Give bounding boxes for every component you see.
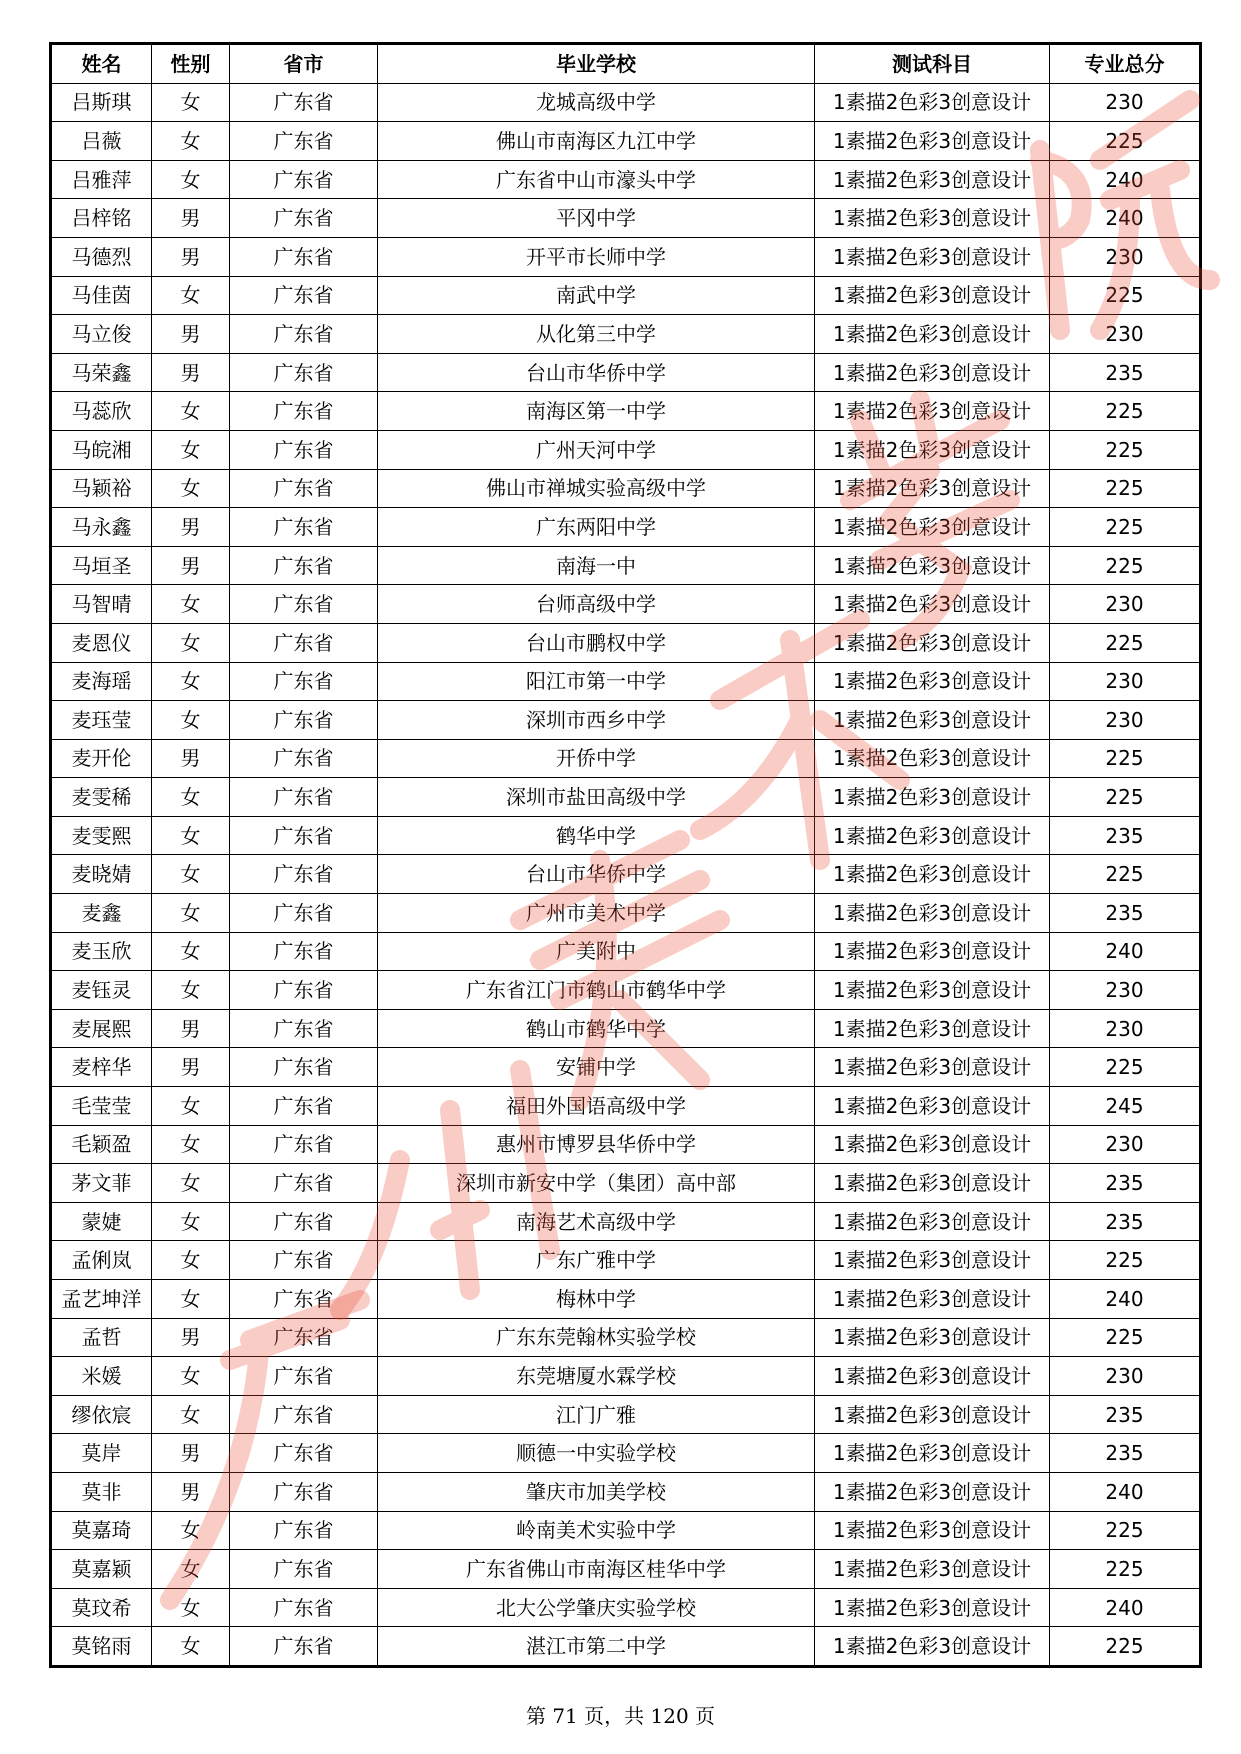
subjects-cell: 1素描2色彩3创意设计 (815, 662, 1050, 701)
table-row (51, 1048, 1201, 1087)
gender-cell: 女 (152, 932, 230, 971)
subjects-cell: 1素描2色彩3创意设计 (815, 199, 1050, 238)
province-cell: 广东省 (230, 237, 378, 276)
name-cell: 吕斯琪 (51, 83, 152, 122)
name-cell: 莫玟希 (51, 1588, 152, 1627)
school-cell: 安铺中学 (378, 1048, 815, 1087)
province-cell: 广东省 (230, 1280, 378, 1319)
total-score-cell: 230 (1050, 1357, 1201, 1396)
gender-cell: 男 (152, 1318, 230, 1357)
subjects-cell: 1素描2色彩3创意设计 (815, 1395, 1050, 1434)
name-cell: 孟俐岚 (51, 1241, 152, 1280)
results-table (49, 42, 1202, 1668)
subjects-cell: 1素描2色彩3创意设计 (815, 1087, 1050, 1126)
school-cell: 福田外国语高级中学 (378, 1087, 815, 1126)
table-row (51, 1125, 1201, 1164)
province-cell: 广东省 (230, 1125, 378, 1164)
column-header-school: 毕业学校 (378, 44, 815, 84)
name-cell: 马德烈 (51, 237, 152, 276)
gender-cell: 女 (152, 1280, 230, 1319)
province-cell: 广东省 (230, 701, 378, 740)
school-cell: 开平市长师中学 (378, 237, 815, 276)
name-cell: 孟哲 (51, 1318, 152, 1357)
table-row (51, 546, 1201, 585)
table-row (51, 353, 1201, 392)
gender-cell: 女 (152, 623, 230, 662)
subjects-cell: 1素描2色彩3创意设计 (815, 1357, 1050, 1396)
school-cell: 从化第三中学 (378, 315, 815, 354)
total-score-cell: 225 (1050, 623, 1201, 662)
total-score-cell: 230 (1050, 971, 1201, 1010)
total-score-cell: 240 (1050, 160, 1201, 199)
total-score-cell: 235 (1050, 1434, 1201, 1473)
total-score-cell: 225 (1050, 469, 1201, 508)
table-row (51, 469, 1201, 508)
province-cell: 广东省 (230, 508, 378, 547)
province-cell: 广东省 (230, 778, 378, 817)
subjects-cell: 1素描2色彩3创意设计 (815, 1241, 1050, 1280)
province-cell: 广东省 (230, 160, 378, 199)
gender-cell: 女 (152, 662, 230, 701)
name-cell: 马颖裕 (51, 469, 152, 508)
province-cell: 广东省 (230, 894, 378, 933)
gender-cell: 女 (152, 83, 230, 122)
school-cell: 岭南美术实验中学 (378, 1511, 815, 1550)
total-score-cell: 230 (1050, 585, 1201, 624)
province-cell: 广东省 (230, 1434, 378, 1473)
name-cell: 麦鑫 (51, 894, 152, 933)
table-row (51, 1395, 1201, 1434)
subjects-cell: 1素描2色彩3创意设计 (815, 1318, 1050, 1357)
gender-cell: 女 (152, 585, 230, 624)
column-header-name: 姓名 (51, 44, 152, 84)
table-row (51, 122, 1201, 161)
gender-cell: 女 (152, 701, 230, 740)
gender-cell: 女 (152, 1511, 230, 1550)
column-header-subjects: 测试科目 (815, 44, 1050, 84)
gender-cell: 女 (152, 392, 230, 431)
name-cell: 莫嘉颖 (51, 1550, 152, 1589)
table-row (51, 392, 1201, 431)
gender-cell: 女 (152, 160, 230, 199)
school-cell: 广东省佛山市南海区桂华中学 (378, 1550, 815, 1589)
gender-cell: 女 (152, 1395, 230, 1434)
school-cell: 广东两阳中学 (378, 508, 815, 547)
subjects-cell: 1素描2色彩3创意设计 (815, 122, 1050, 161)
name-cell: 莫岸 (51, 1434, 152, 1473)
subjects-cell: 1素描2色彩3创意设计 (815, 392, 1050, 431)
school-cell: 广州市美术中学 (378, 894, 815, 933)
gender-cell: 男 (152, 508, 230, 547)
total-score-cell: 230 (1050, 315, 1201, 354)
province-cell: 广东省 (230, 276, 378, 315)
table-row (51, 1241, 1201, 1280)
gender-cell: 男 (152, 1048, 230, 1087)
table-row (51, 701, 1201, 740)
total-score-cell: 230 (1050, 701, 1201, 740)
school-cell: 江门广雅 (378, 1395, 815, 1434)
province-cell: 广东省 (230, 1009, 378, 1048)
province-cell: 广东省 (230, 1472, 378, 1511)
subjects-cell: 1素描2色彩3创意设计 (815, 971, 1050, 1010)
total-score-cell: 240 (1050, 932, 1201, 971)
province-cell: 广东省 (230, 353, 378, 392)
name-cell: 孟艺坤洋 (51, 1280, 152, 1319)
page-footer: 第 71 页，共 120 页 (525, 1704, 716, 1728)
subjects-cell: 1素描2色彩3创意设计 (815, 1511, 1050, 1550)
province-cell: 广东省 (230, 430, 378, 469)
table-row (51, 816, 1201, 855)
school-cell: 广州天河中学 (378, 430, 815, 469)
total-score-cell: 230 (1050, 1125, 1201, 1164)
name-cell: 莫非 (51, 1472, 152, 1511)
subjects-cell: 1素描2色彩3创意设计 (815, 546, 1050, 585)
school-cell: 鹤华中学 (378, 816, 815, 855)
name-cell: 蒙婕 (51, 1202, 152, 1241)
province-cell: 广东省 (230, 1241, 378, 1280)
table-row (51, 199, 1201, 238)
total-score-cell: 235 (1050, 816, 1201, 855)
gender-cell: 女 (152, 430, 230, 469)
gender-cell: 女 (152, 816, 230, 855)
school-cell: 阳江市第一中学 (378, 662, 815, 701)
gender-cell: 女 (152, 1550, 230, 1589)
total-score-cell: 225 (1050, 392, 1201, 431)
table-row (51, 1202, 1201, 1241)
gender-cell: 男 (152, 1434, 230, 1473)
subjects-cell: 1素描2色彩3创意设计 (815, 160, 1050, 199)
subjects-cell: 1素描2色彩3创意设计 (815, 623, 1050, 662)
table-row (51, 1164, 1201, 1203)
school-cell: 顺德一中实验学校 (378, 1434, 815, 1473)
total-score-cell: 225 (1050, 1511, 1201, 1550)
name-cell: 麦开伦 (51, 739, 152, 778)
subjects-cell: 1素描2色彩3创意设计 (815, 1164, 1050, 1203)
school-cell: 广东广雅中学 (378, 1241, 815, 1280)
subjects-cell: 1素描2色彩3创意设计 (815, 1627, 1050, 1667)
school-cell: 平冈中学 (378, 199, 815, 238)
subjects-cell: 1素描2色彩3创意设计 (815, 1009, 1050, 1048)
table-row (51, 1550, 1201, 1589)
total-score-cell: 225 (1050, 1048, 1201, 1087)
column-header-gender: 性别 (152, 44, 230, 84)
gender-cell: 男 (152, 739, 230, 778)
name-cell: 麦恩仪 (51, 623, 152, 662)
school-cell: 台师高级中学 (378, 585, 815, 624)
school-cell: 东莞塘厦水霖学校 (378, 1357, 815, 1396)
total-score-cell: 225 (1050, 122, 1201, 161)
subjects-cell: 1素描2色彩3创意设计 (815, 430, 1050, 469)
school-cell: 鹤山市鹤华中学 (378, 1009, 815, 1048)
table-row (51, 1009, 1201, 1048)
table-row (51, 1280, 1201, 1319)
gender-cell: 女 (152, 1588, 230, 1627)
table-row (51, 83, 1201, 122)
table-row (51, 971, 1201, 1010)
table-header-row (51, 44, 1201, 84)
total-score-cell: 225 (1050, 1241, 1201, 1280)
province-cell: 广东省 (230, 199, 378, 238)
name-cell: 缪依宸 (51, 1395, 152, 1434)
school-cell: 深圳市盐田高级中学 (378, 778, 815, 817)
school-cell: 惠州市博罗县华侨中学 (378, 1125, 815, 1164)
school-cell: 北大公学肇庆实验学校 (378, 1588, 815, 1627)
province-cell: 广东省 (230, 1164, 378, 1203)
school-cell: 台山市华侨中学 (378, 353, 815, 392)
table-row (51, 1511, 1201, 1550)
province-cell: 广东省 (230, 122, 378, 161)
total-score-cell: 230 (1050, 1009, 1201, 1048)
gender-cell: 女 (152, 1627, 230, 1667)
total-score-cell: 225 (1050, 276, 1201, 315)
school-cell: 台山市鹏权中学 (378, 623, 815, 662)
school-cell: 广东省江门市鹤山市鹤华中学 (378, 971, 815, 1010)
subjects-cell: 1素描2色彩3创意设计 (815, 1434, 1050, 1473)
name-cell: 马永鑫 (51, 508, 152, 547)
name-cell: 莫铭雨 (51, 1627, 152, 1667)
total-score-cell: 230 (1050, 662, 1201, 701)
province-cell: 广东省 (230, 1627, 378, 1667)
subjects-cell: 1素描2色彩3创意设计 (815, 816, 1050, 855)
table-row (51, 1472, 1201, 1511)
gender-cell: 男 (152, 199, 230, 238)
gender-cell: 女 (152, 855, 230, 894)
gender-cell: 男 (152, 315, 230, 354)
total-score-cell: 240 (1050, 1588, 1201, 1627)
name-cell: 马荣鑫 (51, 353, 152, 392)
table-row (51, 739, 1201, 778)
subjects-cell: 1素描2色彩3创意设计 (815, 508, 1050, 547)
name-cell: 麦钰灵 (51, 971, 152, 1010)
school-cell: 广美附中 (378, 932, 815, 971)
table-row (51, 430, 1201, 469)
province-cell: 广东省 (230, 1395, 378, 1434)
table-row (51, 315, 1201, 354)
subjects-cell: 1素描2色彩3创意设计 (815, 739, 1050, 778)
subjects-cell: 1素描2色彩3创意设计 (815, 83, 1050, 122)
subjects-cell: 1素描2色彩3创意设计 (815, 778, 1050, 817)
total-score-cell: 225 (1050, 1318, 1201, 1357)
table-row (51, 276, 1201, 315)
table-row (51, 778, 1201, 817)
province-cell: 广东省 (230, 1087, 378, 1126)
name-cell: 毛莹莹 (51, 1087, 152, 1126)
name-cell: 马智晴 (51, 585, 152, 624)
name-cell: 吕梓铭 (51, 199, 152, 238)
subjects-cell: 1素描2色彩3创意设计 (815, 237, 1050, 276)
table-row (51, 1588, 1201, 1627)
province-cell: 广东省 (230, 932, 378, 971)
table-row (51, 160, 1201, 199)
subjects-cell: 1素描2色彩3创意设计 (815, 1550, 1050, 1589)
total-score-cell: 235 (1050, 1202, 1201, 1241)
school-cell: 台山市华侨中学 (378, 855, 815, 894)
province-cell: 广东省 (230, 83, 378, 122)
total-score-cell: 225 (1050, 739, 1201, 778)
name-cell: 麦雯稀 (51, 778, 152, 817)
province-cell: 广东省 (230, 1588, 378, 1627)
subjects-cell: 1素描2色彩3创意设计 (815, 585, 1050, 624)
gender-cell: 女 (152, 122, 230, 161)
school-cell: 南海一中 (378, 546, 815, 585)
province-cell: 广东省 (230, 816, 378, 855)
province-cell: 广东省 (230, 1202, 378, 1241)
total-score-cell: 225 (1050, 508, 1201, 547)
subjects-cell: 1素描2色彩3创意设计 (815, 701, 1050, 740)
gender-cell: 男 (152, 237, 230, 276)
school-cell: 龙城高级中学 (378, 83, 815, 122)
total-score-cell: 235 (1050, 894, 1201, 933)
table-row (51, 855, 1201, 894)
table-row (51, 585, 1201, 624)
table-row (51, 662, 1201, 701)
name-cell: 马佳茵 (51, 276, 152, 315)
province-cell: 广东省 (230, 662, 378, 701)
school-cell: 肇庆市加美学校 (378, 1472, 815, 1511)
province-cell: 广东省 (230, 623, 378, 662)
subjects-cell: 1素描2色彩3创意设计 (815, 469, 1050, 508)
province-cell: 广东省 (230, 392, 378, 431)
gender-cell: 女 (152, 894, 230, 933)
gender-cell: 女 (152, 1087, 230, 1126)
province-cell: 广东省 (230, 546, 378, 585)
gender-cell: 女 (152, 276, 230, 315)
gender-cell: 男 (152, 1472, 230, 1511)
school-cell: 深圳市新安中学（集团）高中部 (378, 1164, 815, 1203)
school-cell: 深圳市西乡中学 (378, 701, 815, 740)
province-cell: 广东省 (230, 1511, 378, 1550)
table-row (51, 237, 1201, 276)
school-cell: 湛江市第二中学 (378, 1627, 815, 1667)
province-cell: 广东省 (230, 739, 378, 778)
total-score-cell: 230 (1050, 237, 1201, 276)
table-row (51, 623, 1201, 662)
total-score-cell: 225 (1050, 546, 1201, 585)
total-score-cell: 235 (1050, 1164, 1201, 1203)
table-row (51, 932, 1201, 971)
total-score-cell: 225 (1050, 778, 1201, 817)
province-cell: 广东省 (230, 1357, 378, 1396)
table-row (51, 508, 1201, 547)
subjects-cell: 1素描2色彩3创意设计 (815, 353, 1050, 392)
school-cell: 广东东莞翰林实验学校 (378, 1318, 815, 1357)
subjects-cell: 1素描2色彩3创意设计 (815, 1202, 1050, 1241)
name-cell: 麦展熙 (51, 1009, 152, 1048)
table-row (51, 1434, 1201, 1473)
school-cell: 广东省中山市濠头中学 (378, 160, 815, 199)
school-cell: 南武中学 (378, 276, 815, 315)
name-cell: 麦雯熙 (51, 816, 152, 855)
name-cell: 米媛 (51, 1357, 152, 1396)
total-score-cell: 240 (1050, 1280, 1201, 1319)
name-cell: 茅文菲 (51, 1164, 152, 1203)
gender-cell: 女 (152, 469, 230, 508)
province-cell: 广东省 (230, 855, 378, 894)
total-score-cell: 225 (1050, 855, 1201, 894)
province-cell: 广东省 (230, 315, 378, 354)
table-row (51, 1627, 1201, 1667)
table-row (51, 1087, 1201, 1126)
province-cell: 广东省 (230, 469, 378, 508)
total-score-cell: 225 (1050, 1550, 1201, 1589)
subjects-cell: 1素描2色彩3创意设计 (815, 1472, 1050, 1511)
name-cell: 马蕊欣 (51, 392, 152, 431)
gender-cell: 女 (152, 1164, 230, 1203)
province-cell: 广东省 (230, 1048, 378, 1087)
name-cell: 莫嘉琦 (51, 1511, 152, 1550)
total-score-cell: 230 (1050, 83, 1201, 122)
subjects-cell: 1素描2色彩3创意设计 (815, 932, 1050, 971)
gender-cell: 女 (152, 1202, 230, 1241)
province-cell: 广东省 (230, 1550, 378, 1589)
school-cell: 南海区第一中学 (378, 392, 815, 431)
school-cell: 梅林中学 (378, 1280, 815, 1319)
subjects-cell: 1素描2色彩3创意设计 (815, 1125, 1050, 1164)
subjects-cell: 1素描2色彩3创意设计 (815, 855, 1050, 894)
gender-cell: 男 (152, 353, 230, 392)
gender-cell: 男 (152, 546, 230, 585)
table-row (51, 1318, 1201, 1357)
column-header-total-score: 专业总分 (1050, 44, 1201, 84)
table-row (51, 1357, 1201, 1396)
province-cell: 广东省 (230, 971, 378, 1010)
gender-cell: 女 (152, 971, 230, 1010)
gender-cell: 女 (152, 1125, 230, 1164)
name-cell: 吕薇 (51, 122, 152, 161)
total-score-cell: 225 (1050, 430, 1201, 469)
subjects-cell: 1素描2色彩3创意设计 (815, 315, 1050, 354)
subjects-cell: 1素描2色彩3创意设计 (815, 276, 1050, 315)
table-row (51, 894, 1201, 933)
school-cell: 南海艺术高级中学 (378, 1202, 815, 1241)
province-cell: 广东省 (230, 1318, 378, 1357)
total-score-cell: 240 (1050, 199, 1201, 238)
name-cell: 麦珏莹 (51, 701, 152, 740)
name-cell: 马垣圣 (51, 546, 152, 585)
subjects-cell: 1素描2色彩3创意设计 (815, 1588, 1050, 1627)
name-cell: 吕雅萍 (51, 160, 152, 199)
gender-cell: 女 (152, 1241, 230, 1280)
subjects-cell: 1素描2色彩3创意设计 (815, 894, 1050, 933)
subjects-cell: 1素描2色彩3创意设计 (815, 1048, 1050, 1087)
school-cell: 佛山市南海区九江中学 (378, 122, 815, 161)
name-cell: 麦海瑶 (51, 662, 152, 701)
total-score-cell: 240 (1050, 1472, 1201, 1511)
subjects-cell: 1素描2色彩3创意设计 (815, 1280, 1050, 1319)
name-cell: 马皖湘 (51, 430, 152, 469)
column-header-province: 省市 (230, 44, 378, 84)
total-score-cell: 225 (1050, 1627, 1201, 1667)
name-cell: 麦晓婧 (51, 855, 152, 894)
gender-cell: 女 (152, 778, 230, 817)
name-cell: 麦梓华 (51, 1048, 152, 1087)
total-score-cell: 235 (1050, 1395, 1201, 1434)
name-cell: 毛颖盈 (51, 1125, 152, 1164)
total-score-cell: 245 (1050, 1087, 1201, 1126)
school-cell: 佛山市禅城实验高级中学 (378, 469, 815, 508)
school-cell: 开侨中学 (378, 739, 815, 778)
gender-cell: 女 (152, 1357, 230, 1396)
name-cell: 马立俊 (51, 315, 152, 354)
total-score-cell: 235 (1050, 353, 1201, 392)
name-cell: 麦玉欣 (51, 932, 152, 971)
province-cell: 广东省 (230, 585, 378, 624)
table-body (51, 83, 1201, 1666)
gender-cell: 男 (152, 1009, 230, 1048)
